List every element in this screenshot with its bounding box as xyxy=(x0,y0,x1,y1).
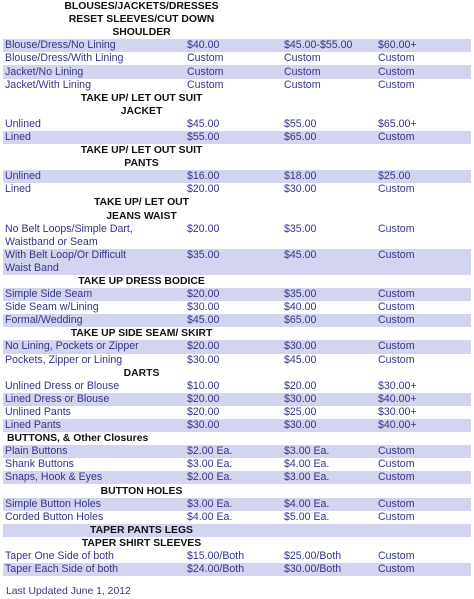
table-row xyxy=(3,223,471,236)
price-tier-2-cell: Custom xyxy=(280,65,374,78)
price-tier-3-cell xyxy=(374,236,471,249)
section-heading-row xyxy=(3,13,471,26)
section-filler xyxy=(280,105,471,118)
section-heading: TAKE UP/ LET OUT xyxy=(3,196,280,209)
section-heading-row xyxy=(3,157,471,170)
price-tier-1-cell: $55.00 xyxy=(183,131,280,144)
section-filler xyxy=(280,26,471,39)
section-heading: SHOULDER xyxy=(3,26,280,39)
section-heading-row xyxy=(3,26,471,39)
price-tier-2-cell: $5.00 Ea. xyxy=(280,511,374,524)
price-tier-1-cell: $3.00 Ea. xyxy=(183,458,280,471)
section-heading-row xyxy=(3,432,471,445)
table-row xyxy=(3,249,471,262)
price-tier-3-cell: Custom xyxy=(374,65,471,78)
price-tier-3-cell: $30.00+ xyxy=(374,380,471,393)
table-row xyxy=(3,65,471,78)
service-name-cell: Shank Buttons xyxy=(3,458,183,471)
price-tier-1-cell: $20.00 xyxy=(183,183,280,196)
service-name-cell: Waistband or Seam xyxy=(3,236,183,249)
service-name-cell: Snaps, Hook & Eyes xyxy=(3,471,183,484)
price-tier-2-cell: $35.00 xyxy=(280,288,374,301)
price-tier-3-cell: $25.00 xyxy=(374,170,471,183)
price-tier-3-cell: Custom xyxy=(374,550,471,563)
price-tier-2-cell: $40.00 xyxy=(280,301,374,314)
price-tier-1-cell: $2.00 Ea. xyxy=(183,445,280,458)
price-tier-2-cell: $20.00 xyxy=(280,380,374,393)
service-name-cell: No Belt Loops/Simple Dart, xyxy=(3,223,183,236)
section-heading-row xyxy=(3,210,471,223)
price-tier-1-cell: $45.00 xyxy=(183,314,280,327)
table-row xyxy=(3,39,471,52)
section-heading: TAKE UP/ LET OUT SUIT xyxy=(3,144,280,157)
price-tier-1-cell: $35.00 xyxy=(183,249,280,262)
service-name-cell: No Lining, Pockets or Zipper xyxy=(3,340,183,353)
price-tier-2-cell: $25.00/Both xyxy=(280,550,374,563)
section-heading-row xyxy=(3,484,471,497)
section-filler xyxy=(280,144,471,157)
section-filler xyxy=(280,0,471,13)
table-row xyxy=(3,262,471,275)
price-tier-3-cell: Custom xyxy=(374,563,471,576)
section-heading-row xyxy=(3,327,471,340)
price-tier-2-cell: $45.00-$55.00 xyxy=(280,39,374,52)
price-tier-3-cell: Custom xyxy=(374,340,471,353)
service-name-cell: Blouse/Dress/With Lining xyxy=(3,52,183,65)
price-tier-1-cell: $24.00/Both xyxy=(183,563,280,576)
table-row xyxy=(3,288,471,301)
table-row xyxy=(3,183,471,196)
price-tier-2-cell: $30.00 xyxy=(280,183,374,196)
price-tier-3-cell: $40.00+ xyxy=(374,393,471,406)
service-name-cell: Unlined Pants xyxy=(3,406,183,419)
table-row xyxy=(3,340,471,353)
price-tier-3-cell: Custom xyxy=(374,79,471,92)
section-heading: TAKE UP SIDE SEAM/ SKIRT xyxy=(3,327,280,340)
table-row xyxy=(3,406,471,419)
price-tier-1-cell: $20.00 xyxy=(183,406,280,419)
price-tier-2-cell: $45.00 xyxy=(280,249,374,262)
price-tier-2-cell: $3.00 Ea. xyxy=(280,445,374,458)
price-tier-1-cell: $3.00 Ea. xyxy=(183,498,280,511)
section-filler xyxy=(280,210,471,223)
price-tier-1-cell: $20.00 xyxy=(183,340,280,353)
price-tier-2-cell: $35.00 xyxy=(280,223,374,236)
price-tier-1-cell: Custom xyxy=(183,65,280,78)
price-tier-2-cell: $30.00 xyxy=(280,419,374,432)
service-name-cell: Jacket/With Lining xyxy=(3,79,183,92)
price-tier-1-cell: Custom xyxy=(183,79,280,92)
price-tier-3-cell: Custom xyxy=(374,511,471,524)
price-tier-1-cell: $30.00 xyxy=(183,354,280,367)
price-tier-3-cell: Custom xyxy=(374,498,471,511)
service-name-cell: With Belt Loop/Or Difficult xyxy=(3,249,183,262)
service-name-cell: Simple Side Seam xyxy=(3,288,183,301)
table-row xyxy=(3,445,471,458)
table-row xyxy=(3,471,471,484)
service-name-cell: Plain Buttons xyxy=(3,445,183,458)
price-tier-3-cell xyxy=(374,262,471,275)
service-name-cell: Blouse/Dress/No Lining xyxy=(3,39,183,52)
service-name-cell: Side Seam w/Lining xyxy=(3,301,183,314)
section-filler xyxy=(280,157,471,170)
section-filler xyxy=(280,367,471,380)
table-row xyxy=(3,458,471,471)
service-name-cell: Lined xyxy=(3,183,183,196)
table-row xyxy=(3,550,471,563)
last-updated-note: Last Updated June 1, 2012 xyxy=(6,586,131,597)
price-tier-2-cell: $30.00 xyxy=(280,340,374,353)
price-tier-3-cell: Custom xyxy=(374,131,471,144)
price-tier-1-cell: Custom xyxy=(183,52,280,65)
price-tier-1-cell: $30.00 xyxy=(183,419,280,432)
price-tier-1-cell: $10.00 xyxy=(183,380,280,393)
price-table xyxy=(3,0,471,576)
section-heading-row xyxy=(3,196,471,209)
price-tier-3-cell: Custom xyxy=(374,314,471,327)
section-filler xyxy=(280,537,471,550)
section-heading-row xyxy=(3,105,471,118)
table-row xyxy=(3,170,471,183)
section-filler xyxy=(280,432,471,445)
section-filler xyxy=(280,327,471,340)
price-tier-1-cell xyxy=(183,262,280,275)
price-tier-1-cell xyxy=(183,236,280,249)
price-tier-3-cell: Custom xyxy=(374,354,471,367)
table-row xyxy=(3,563,471,576)
section-heading: JACKET xyxy=(3,105,280,118)
price-tier-2-cell: $25.00 xyxy=(280,406,374,419)
service-name-cell: Simple Button Holes xyxy=(3,498,183,511)
price-tier-2-cell: $4.00 Ea. xyxy=(280,458,374,471)
service-name-cell: Unlined Dress or Blouse xyxy=(3,380,183,393)
price-tier-1-cell: $30.00 xyxy=(183,301,280,314)
service-name-cell: Unlined xyxy=(3,118,183,131)
section-heading: TAKE UP DRESS BODICE xyxy=(3,275,280,288)
table-row xyxy=(3,498,471,511)
price-tier-3-cell: Custom xyxy=(374,458,471,471)
service-name-cell: Formal/Wedding xyxy=(3,314,183,327)
price-tier-3-cell: Custom xyxy=(374,183,471,196)
service-name-cell: Lined xyxy=(3,131,183,144)
price-tier-2-cell: $45.00 xyxy=(280,354,374,367)
section-heading-row xyxy=(3,144,471,157)
table-row xyxy=(3,314,471,327)
section-heading: DARTS xyxy=(3,367,280,380)
section-filler xyxy=(280,196,471,209)
price-tier-1-cell: $2.00 Ea. xyxy=(183,471,280,484)
section-heading-row xyxy=(3,0,471,13)
section-heading: BUTTONS, & Other Closures xyxy=(3,432,280,445)
price-tier-3-cell: $65.00+ xyxy=(374,118,471,131)
price-tier-2-cell: $4.00 Ea. xyxy=(280,498,374,511)
section-heading: JEANS WAIST xyxy=(3,210,280,223)
section-heading: TAPER PANTS LEGS xyxy=(3,524,280,537)
section-heading: TAPER SHIRT SLEEVES xyxy=(3,537,280,550)
price-tier-2-cell: $30.00/Both xyxy=(280,563,374,576)
price-tier-3-cell: Custom xyxy=(374,223,471,236)
section-heading-row xyxy=(3,524,471,537)
price-tier-1-cell: $16.00 xyxy=(183,170,280,183)
price-tier-2-cell xyxy=(280,236,374,249)
section-heading-row xyxy=(3,275,471,288)
price-tier-3-cell: Custom xyxy=(374,249,471,262)
section-heading: BLOUSES/JACKETS/DRESSES xyxy=(3,0,280,13)
table-row xyxy=(3,301,471,314)
section-heading-row xyxy=(3,537,471,550)
price-tier-1-cell: $20.00 xyxy=(183,223,280,236)
table-row xyxy=(3,511,471,524)
service-name-cell: Lined Pants xyxy=(3,419,183,432)
section-filler xyxy=(280,275,471,288)
price-tier-3-cell: Custom xyxy=(374,471,471,484)
price-tier-2-cell: Custom xyxy=(280,52,374,65)
section-heading-row xyxy=(3,92,471,105)
section-filler xyxy=(280,524,471,537)
price-tier-2-cell xyxy=(280,262,374,275)
table-row xyxy=(3,236,471,249)
price-tier-3-cell: Custom xyxy=(374,301,471,314)
service-name-cell: Pockets, Zipper or Lining xyxy=(3,354,183,367)
service-name-cell: Lined Dress or Blouse xyxy=(3,393,183,406)
price-table-body xyxy=(3,0,471,576)
table-row xyxy=(3,79,471,92)
service-name-cell: Waist Band xyxy=(3,262,183,275)
price-tier-1-cell: $20.00 xyxy=(183,393,280,406)
service-name-cell: Corded Button Holes xyxy=(3,511,183,524)
price-tier-1-cell: $15.00/Both xyxy=(183,550,280,563)
table-row xyxy=(3,131,471,144)
table-row xyxy=(3,118,471,131)
section-heading: TAKE UP/ LET OUT SUIT xyxy=(3,92,280,105)
section-heading-row xyxy=(3,367,471,380)
section-heading: BUTTON HOLES xyxy=(3,484,280,497)
price-tier-2-cell: $65.00 xyxy=(280,314,374,327)
section-filler xyxy=(280,92,471,105)
price-tier-3-cell: $60.00+ xyxy=(374,39,471,52)
service-name-cell: Taper Each Side of both xyxy=(3,563,183,576)
section-heading: RESET SLEEVES/CUT DOWN xyxy=(3,13,280,26)
service-name-cell: Unlined xyxy=(3,170,183,183)
table-row xyxy=(3,419,471,432)
service-name-cell: Jacket/No Lining xyxy=(3,65,183,78)
price-tier-3-cell: Custom xyxy=(374,445,471,458)
price-tier-2-cell: $55.00 xyxy=(280,118,374,131)
price-tier-1-cell: $4.00 Ea. xyxy=(183,511,280,524)
price-tier-2-cell: $18.00 xyxy=(280,170,374,183)
price-tier-1-cell: $20.00 xyxy=(183,288,280,301)
section-filler xyxy=(280,484,471,497)
price-tier-1-cell: $40.00 xyxy=(183,39,280,52)
price-tier-2-cell: $3.00 Ea. xyxy=(280,471,374,484)
price-tier-3-cell: Custom xyxy=(374,288,471,301)
table-row xyxy=(3,52,471,65)
price-tier-3-cell: $30.00+ xyxy=(374,406,471,419)
table-row xyxy=(3,393,471,406)
section-heading: PANTS xyxy=(3,157,280,170)
service-name-cell: Taper One Side of both xyxy=(3,550,183,563)
price-tier-2-cell: Custom xyxy=(280,79,374,92)
price-tier-3-cell: Custom xyxy=(374,52,471,65)
price-tier-2-cell: $30.00 xyxy=(280,393,374,406)
table-row xyxy=(3,354,471,367)
price-tier-1-cell: $45.00 xyxy=(183,118,280,131)
table-row xyxy=(3,380,471,393)
price-tier-2-cell: $65.00 xyxy=(280,131,374,144)
section-filler xyxy=(280,13,471,26)
price-tier-3-cell: $40.00+ xyxy=(374,419,471,432)
